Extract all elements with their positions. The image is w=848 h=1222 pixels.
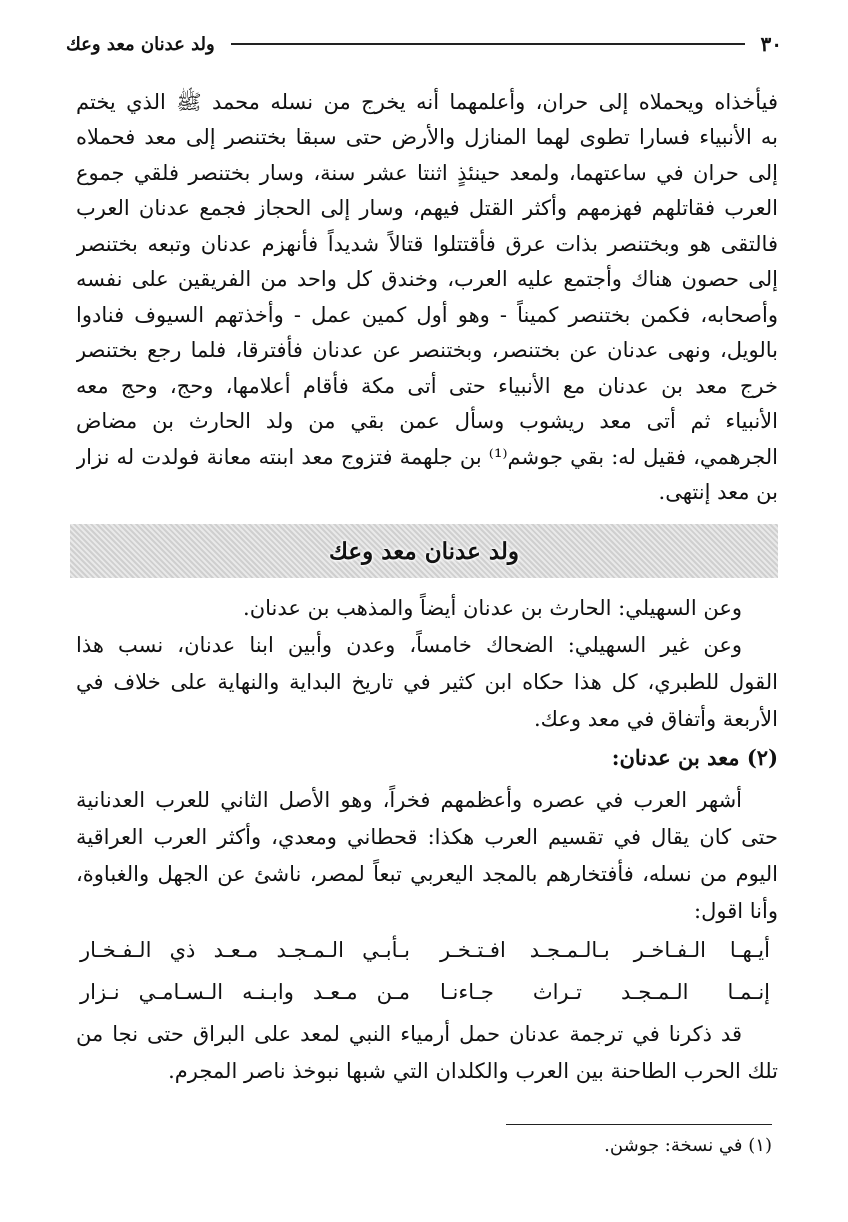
- text-line: أشهر العرب في عصره وأعظمهم فخراً، وهو الأصل الثاني للعرب العدنانية: [76, 788, 742, 812]
- verse-first-hemistich: أيـهـا الـفـاخـر بـالـمـجـد افـتـخـر: [440, 938, 770, 962]
- footnote: (١) في نسخة: جوشن.: [604, 1135, 772, 1156]
- text-line: حتى كان يقال في تقسيم العرب هكذا: قحطاني ومعدي، وأكثر العرب العراقية: [76, 825, 778, 849]
- header-rule: [231, 43, 745, 45]
- text-line: إلى حصون هناك وأجتمع عليه العرب، وخندق كل واحد من الفريقين على نفسه: [76, 267, 778, 291]
- text-line: القول للطبري، كل هذا حكاه ابن كثير في تاريخ البداية والنهاية على خلاف في: [76, 670, 778, 694]
- footnote-rule: [506, 1124, 772, 1125]
- verse-second-hemistich: مـن مـعـد وابـنـه الـسـامـي نـزار: [80, 980, 410, 1004]
- text-line: تلك الحرب الطاحنة بين العرب والكلدان التي شبها نبوخذ ناصر المجرم.: [168, 1059, 778, 1083]
- text-line: العرب فقاتلهم فهزمهم وأكثر القتل فيهم، وسار إلى الحجاز فجمع عدنان العرب: [76, 196, 778, 220]
- text-line: بن معد إنتهى.: [658, 480, 778, 504]
- text-line: الأربعة وأتفاق في معد وعك.: [533, 707, 778, 731]
- text-line: فالتقى هو وبختنصر بذات عرق فأقتتلوا قتالاً شديداً فأنهزم عدنان وتبعه بختنصر: [76, 232, 778, 256]
- text-line: وعن غير السهيلي: الضحاك خامساً، وعدن وأبين ابنا عدنان، نسب هذا: [76, 633, 742, 657]
- text-line: فيأخذاه ويحملاه إلى حران، وأعلمهما أنه يخرج من نسله محمد ﷺ الذي يختم: [76, 90, 778, 114]
- text-line: خرج معد بن عدنان مع الأنبياء حتى أتى مكة فأقام أعلامها، وحج، وحج معه: [76, 374, 778, 398]
- text-line: وأنا اقول:: [694, 899, 778, 923]
- text-line: إلى حران في ساعتهما، ولمعد حينئذٍ اثنتا عشر سنة، وسار بختنصر فلقي جموع: [76, 161, 778, 185]
- running-title: ولد عدنان معد وعك: [66, 33, 215, 55]
- verse-second-hemistich: بـأبـي الـمـجـد مـعـد ذي الـفـخـار: [80, 938, 410, 962]
- text-line: قد ذكرنا في ترجمة عدنان حمل أرمياء النبي لمعد على البراق حتى نجا من: [76, 1022, 742, 1046]
- text-line: وعن السهيلي: الحارث بن عدنان أيضاً والمذهب بن عدنان.: [243, 596, 742, 620]
- text-line: الأنبياء ثم أتى معد ريشوب وسأل عمن بقي من ولد الحارث بن مضاض: [76, 409, 778, 433]
- subheading: (٢) معد بن عدنان:: [611, 745, 778, 770]
- section-title: ولد عدنان معد وعك: [329, 537, 520, 565]
- page-header: [66, 28, 782, 60]
- section-banner: [70, 524, 778, 578]
- poem-verse: [80, 934, 770, 968]
- poem-verse: [80, 976, 770, 1010]
- text-line: وأصحابه، فكمن بختنصر كميناً - وهو أول كمين عمل - وأخذتهم السيوف فنادوا: [76, 303, 778, 327]
- text-line: به الأنبياء فسارا تطوى لهما المنازل والأرض حتى سبقا بختنصر إلى معد فحملاه: [76, 125, 778, 149]
- text-line: اليوم من نسله، فأفتخارهم بالمجد اليعربي تبعاً لمصر، ناشئ عن الجهل والغباوة،: [76, 862, 778, 886]
- page-number: ٣٠: [760, 32, 782, 56]
- verse-first-hemistich: إنـمـا الـمـجـد تـراث جـاءنـا: [440, 980, 770, 1004]
- text-line: الجرهمي، فقيل له: بقي جوشم⁽¹⁾ بن جلهمة فتزوج معد ابنته معانة فولدت له نزار: [76, 445, 778, 469]
- text-line: بالويل، ونهى عدنان عن بختنصر، وبختنصر عن عدنان فأفترقا، فلما رجع بختنصر: [76, 338, 778, 362]
